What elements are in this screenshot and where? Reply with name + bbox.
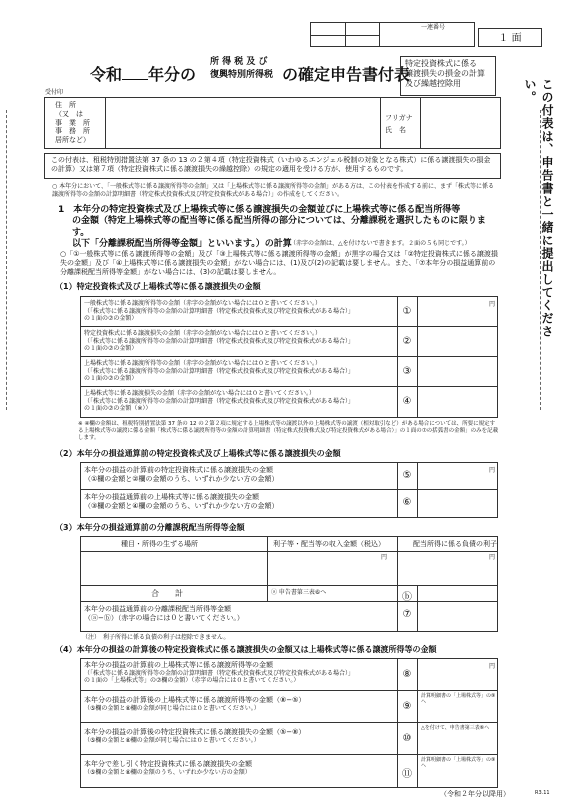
amount-field-7[interactable] — [419, 603, 495, 629]
row-number: ⑤ — [402, 470, 412, 481]
sub3-total-b: ⓑ — [402, 592, 412, 603]
page-title: の確定申告書付表 — [282, 65, 411, 84]
sub4-yen: 円 — [489, 663, 496, 670]
amount-field-9[interactable] — [419, 701, 495, 721]
sub1-table — [80, 296, 498, 418]
sub3-col1: 種目・所得の生ずる場所 — [121, 540, 198, 548]
section1-heading: 1 本年分の特定投資株式及び上場株式等に係る譲渡損失の金額並びに上場株式等に係る配当所得等 の金額（特定上場株式等の配当等に係る配当所得の部分については、分離課税を選択したものに限ります。 以下「分離課税配当所得等金額」といいます。）の計算 — [58, 205, 486, 249]
sub2-yen: 円 — [489, 467, 496, 474]
row-number: ⑩ — [402, 733, 412, 744]
sub1-yen: 円 — [489, 301, 496, 308]
sub3-total-a: ⓐ 申告書第三表⑥へ — [271, 589, 327, 596]
title-era: 令和 年分の — [90, 65, 197, 84]
sub3-col3: 配当所得に係る負債の利子 — [413, 540, 497, 548]
row11-side-note: 計算明細書の「上場株式等」の⑨へ — [421, 757, 496, 770]
sub2-row-5: 本年分の損益の計算前の特定投資株式に係る譲渡損失の金額 （①欄の金額と②欄の金額のうち、いずれか少ない方の金額） ⑤ — [81, 463, 497, 490]
amount-field-3[interactable] — [419, 359, 495, 385]
row-number: ③ — [402, 366, 412, 377]
sub1-title: （1）特定投資株式及び上場株式等に係る譲渡損失の金額 — [55, 282, 261, 291]
amount-field-8[interactable] — [419, 661, 495, 689]
row10-side-note: △を付けて、申告書第三表⑥へ — [421, 725, 490, 731]
row-number: ⑨ — [402, 701, 412, 712]
row-number: ④ — [402, 396, 412, 407]
sub3-total-label: 合 計 — [151, 589, 183, 598]
row-number: ⑥ — [402, 497, 412, 508]
perforation-line — [6, 110, 7, 410]
name-field[interactable] — [422, 100, 498, 146]
sub1-row-4: 上場株式等に係る譲渡損失の金額（赤字の金額がない場合には０と書いてください。） （「株式等に係る譲渡所得等の金額の計算明細書（特定株式投資株式及び特定投資株式がある場合）」 の１面の⑦の金額（※）） ④ — [81, 387, 497, 417]
serial-box[interactable] — [310, 22, 475, 47]
source-field[interactable] — [83, 553, 265, 583]
sub3-title: （3）本年分の損益通算前の分離課税配当所得等金額 — [55, 523, 245, 532]
sub4-row-9: 本年分の損益の計算後の上場株式等に係る譲渡所得等の金額（⑧−⑤） （⑤欄の金額と⑧欄の金額が同じ場合には０と書いてください。） ⑨ 計算明細書の「上場株式等」の⑨へ — [81, 691, 497, 723]
section1-red-note: （赤字の金額は、△を付けないで書きます。２面の５も同じです。） — [290, 240, 471, 247]
notice-box: この付表は、租税特別措置法第 37 条の 13 の２第４項（特定投資株式（いわゆるエンジェル税制の対象となる株式）に係る譲渡損失の損金の計算）又は第７項（特定投資株式に係る譲渡損失の繰越控除）の規定の適用を受ける方が、使用するものです。 — [44, 153, 501, 179]
row-number: ② — [402, 336, 412, 347]
sub3-yen-2: 円 — [489, 554, 496, 561]
amount-field-1[interactable] — [419, 299, 495, 325]
row-number: ① — [402, 306, 412, 317]
title-tax-line1: 所 得 税 及 び — [210, 57, 268, 67]
sub3-row7: 本年分の損益通算前の分離課税配当所得等金額 （ⓐ−ⓑ）（赤字の場合には０と書いてください。） — [84, 605, 244, 622]
sub3-note: （注） 利子所得に係る負債の利子は控除できません。 — [82, 634, 230, 641]
amount-field-5[interactable] — [419, 465, 495, 488]
sub4-row-11: 本年分で差し引く特定投資株式に係る譲渡損失の金額 （⑤欄の金額と⑧欄の金額のうち、いずれか少ない方の金額） ⑪ 計算明細書の「上場株式等」の⑨へ — [81, 755, 497, 787]
sub4-row-10: 本年分の損益の計算後の特定投資株式に係る譲渡損失の金額（⑤−⑧） （⑤欄の金額と⑧欄の金額が同じ場合には０と書いてください。） ⑩ △を付けて、申告書第三表⑥へ — [81, 723, 497, 755]
era-note: （令和２年分以降用） — [440, 790, 510, 798]
amount-field-4[interactable] — [419, 389, 495, 415]
sub3-col2: 利子等・配当等の収入金額（税込） — [273, 540, 385, 548]
sub1-row-3: 上場株式等に係る譲渡所得等の金額（赤字の金額がない場合には０と書いてください。） （「株式等に係る譲渡所得等の金額の計算明細書（特定株式投資株式及び特定投資株式がある場合）」 の１面の⑦の金額） ③ — [81, 357, 497, 387]
address-field[interactable] — [107, 100, 377, 146]
sub1-row-2: 特定投資株式に係る譲渡損失の金額（赤字の金額がない場合には０と書いてください。） （「株式等に係る譲渡所得等の金額の計算明細書（特定株式投資株式及び特定投資株式がある場合）」 の１面の⑦の金額） ② — [81, 327, 497, 357]
serial-label: 一連番号 — [421, 24, 446, 31]
sub1-row-1: 一般株式等に係る譲渡所得等の金額（赤字の金額がない場合には０と書いてください。） （「株式等に係る譲渡所得等の金額の計算明細書（特定株式投資株式及び特定投資株式がある場合）」 の１面の⑦の金額） ① — [81, 297, 497, 327]
address-label: 住 所 （又 は 事 業 所 事 務 所 居所など） — [55, 101, 90, 144]
interest-field[interactable] — [399, 561, 495, 583]
section1-circle-note: ○「①一般株式等に係る譲渡所得等の金額」及び「③上場株式等に係る譲渡所得等の金額」が黒字の場合又は「②特定投資株式に係る譲渡損失の金額」及び「④上場株式等に係る譲渡損失の金額」がない場合には、(1)及び(2)の記載は要しません。また、「⑦本年分の損益通算前の分離課税配当所得等金額」がない場合には、(3)の記載は要しません。 — [60, 250, 498, 276]
row-number: ⑧ — [402, 669, 412, 680]
amount-field-2[interactable] — [419, 329, 495, 355]
sheet-number: １ 面 — [478, 28, 542, 47]
intro-text: ○ 本年分において、「一般株式等に係る譲渡所得等の金額」又は「上場株式等に係る譲渡所得等の金額」がある方は、この付表を作成する前に、まず「株式等に係る譲渡所得等の金額の計算明細書（特定株式投資株式及び特定投資株式がある場合）」の作成をしてください。 — [52, 183, 495, 198]
sub3-yen: 円 — [381, 554, 388, 561]
amount-field-11[interactable] — [419, 765, 495, 785]
sub3-table — [80, 536, 498, 632]
sub4-table — [80, 658, 498, 788]
sub2-row-6: 本年分の損益通算前の上場株式等に係る譲渡損失の金額 （③欄の金額と④欄の金額のうち、いずれか少ない方の金額） ⑥ — [81, 490, 497, 517]
furigana-label: フリガナ — [385, 114, 413, 122]
version-code: R3.11 — [535, 790, 550, 796]
row9-side-note: 計算明細書の「上場株式等」の⑨へ — [421, 693, 496, 706]
sub2-title: （2）本年分の損益通算前の特定投資株式及び上場株式等に係る譲渡損失の金額 — [55, 449, 341, 458]
amount-field-10[interactable] — [419, 733, 495, 753]
sub4-row-8: 本年分の損益の計算前の上場株式等に係る譲渡所得等の金額 （「株式等に係る譲渡所得等の金額の計算明細書（特定株式投資株式及び特定投資株式がある場合）」 の１面の「上場株式等」の⑦欄の金額）（赤字の場合には０と書いてください。） ⑧ — [81, 659, 497, 691]
row-number: ⑪ — [402, 769, 412, 780]
income-field[interactable] — [269, 561, 395, 583]
title-right-box: 特定投資株式に係る 譲渡損失の損金の計算 及び繰越控除用 — [400, 56, 496, 96]
applicant-box — [44, 97, 501, 149]
row-number: ⑦ — [402, 609, 412, 620]
amount-field-6[interactable] — [419, 492, 495, 515]
name-label: 氏 名 — [385, 126, 406, 134]
stamp-label: 受付印 — [45, 89, 64, 96]
sub2-table — [80, 462, 498, 518]
sub1-footnote: ※ ④欄の金額は、租税特別措置法第 37 条の 12 の２第２項に規定する上場株式等の譲渡以外の上場株式等の譲渡（相対取引など）がある場合については、所要に規定する上場株式等の譲渡に係る金額「株式等に係る譲渡所得等の金額の計算明細書（特定株式投資株式及び特定投資株式がある場合）」の１面の⑦の括弧書の金額」のみを記載します。 — [78, 421, 499, 441]
side-note: この付表は、申告書と一緒に提出してください。 — [523, 78, 554, 338]
sub4-title: （4）本年分の損益の計算後の特定投資株式に係る譲渡損失の金額又は上場株式等に係る譲渡所得等の金額 — [55, 645, 437, 654]
title-tax-line2: 復興特別所得税 — [210, 70, 274, 80]
